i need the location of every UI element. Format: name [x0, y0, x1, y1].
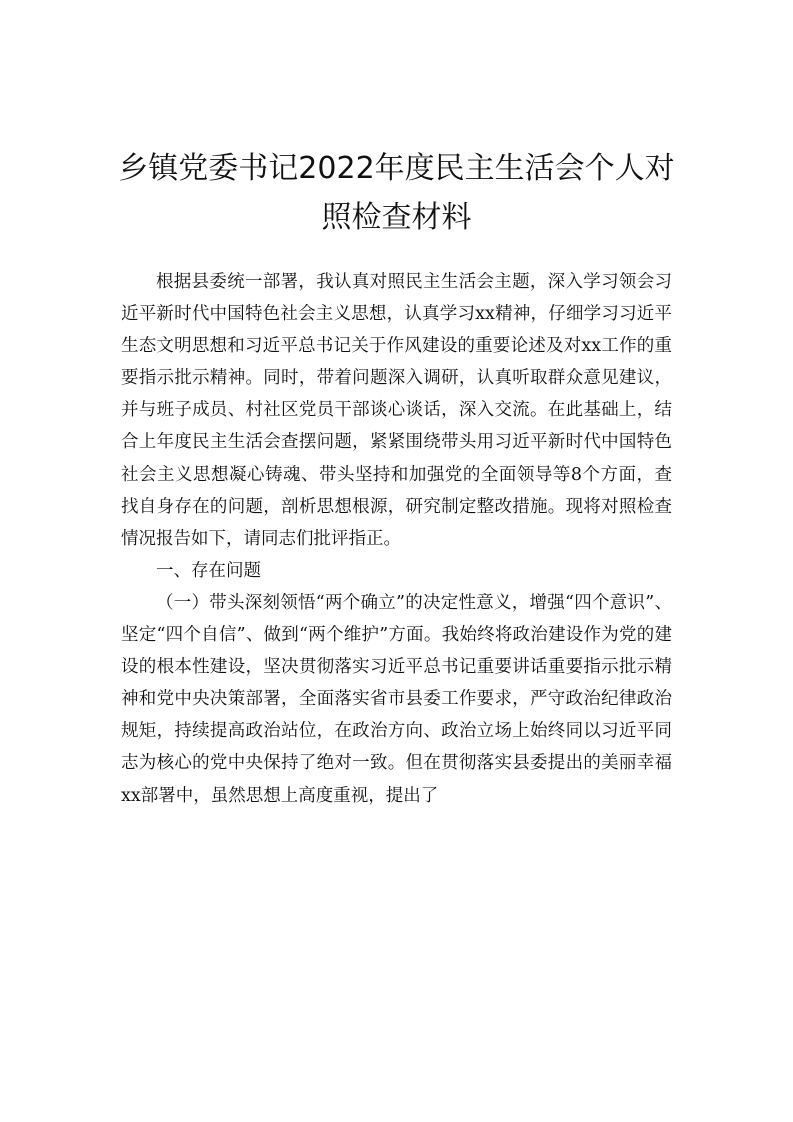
- document-title-line-2: 照检查材料: [321, 200, 472, 235]
- document-title-line-1: 乡镇党委书记2022年度民主生活会个人对: [118, 151, 675, 186]
- intro-paragraph: 根据县委统一部署，我认真对照民主生活会主题，深入学习领会习近平新时代中国特色社会主义思想，认真学习xx精神，仔细学习习近平生态文明思想和习近平总书记关于作风建设的重要论述及对xx工作的重要指示批示精神。同时，带着问题深入调研，认真听取群众意见建议，并与班子成员、村社区党员干部谈心谈话，深入交流。在此基础上，结合上年度民主生活会查摆问题，紧紧围绕带头用习近平新时代中国特色社会主义思想凝心铸魂、带头坚持和加强党的全面领导等8个方面，查找自身存在的问题，剖析思想根源，研究制定整改措施。现将对照检查情况报告如下，请同志们批评指正。: [121, 272, 672, 549]
- section-paragraph: （一）带头深刻领悟“两个确立”的决定性意义，增强“四个意识”、坚定“四个自信”、做到“两个维护”方面。我始终将政治建设作为党的建设的根本性建设，坚决贯彻落实习近平总书记重要讲话重要指示批示精神和党中央决策部署，全面落实省市县委工作要求，严守政治纪律政治规矩，持续提高政治站位，在政治方向、政治立场上始终同以习近平同志为核心的党中央保持了绝对一致。但在贯彻落实县委提出的美丽幸福xx部署中，虽然思想上高度重视，提出了: [121, 592, 672, 806]
- document-body: [121, 266, 672, 812]
- section-heading: 一、存在问题: [156, 560, 261, 581]
